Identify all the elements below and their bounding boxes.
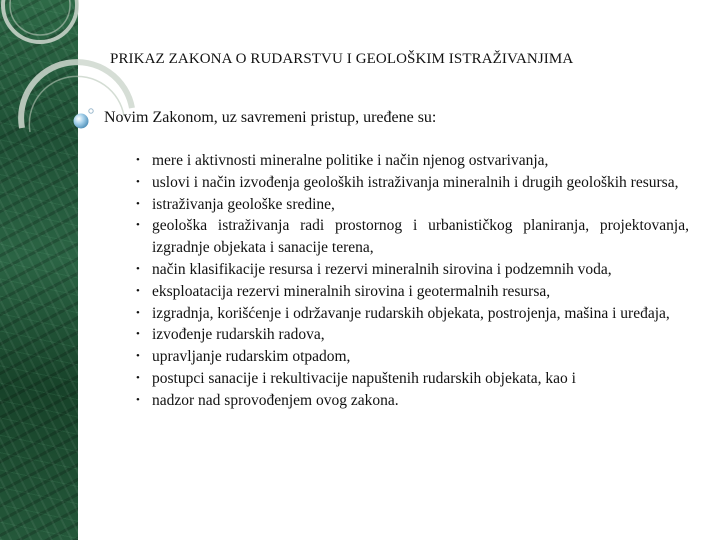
- sphere-bullet-icon: [72, 108, 94, 130]
- list-item: • nadzor nad sprovođenjem ovog zakona.: [136, 390, 689, 412]
- green-marble-sidebar: [0, 0, 78, 540]
- list-item: • način klasifikacije resursa i rezervi mineralnih sirovina i podzemnih voda,: [136, 259, 689, 281]
- list-item: • istraživanja geološke sredine,: [136, 194, 689, 216]
- list-item: • izvođenje rudarskih radova,: [136, 324, 689, 346]
- list-item: • izgradnja, korišćenje i održavanje rudarskih objekata, postrojenja, mašina i uređaja,: [136, 303, 689, 325]
- list-item: • eksploatacija rezervi mineralnih sirovina i geotermalnih resursa,: [136, 281, 689, 303]
- intro-text: Novim Zakonom, uz savremeni pristup, uređene su:: [104, 109, 437, 126]
- list-item: • upravljanje rudarskim otpadom,: [136, 346, 689, 368]
- list-item: • uslovi i način izvođenja geoloških istraživanja mineralnih i drugih geoloških resursa,: [136, 172, 689, 194]
- list-item: • postupci sanacije i rekultivacije napuštenih rudarskih objekata, kao i: [136, 368, 689, 390]
- list-item: • mere i aktivnosti mineralne politike i način njenog ostvarivanja,: [136, 150, 689, 172]
- bullet-list: [136, 150, 689, 412]
- list-item: • geološka istraživanja radi prostornog i urbanističkog planiranja, projektovanja, izgradnje objekata i sanacije terena,: [136, 215, 689, 259]
- slide-title: PRIKAZ ZAKONA O RUDARSTVU I GEOLOŠKIM ISTRAŽIVANJIMA: [110, 51, 574, 67]
